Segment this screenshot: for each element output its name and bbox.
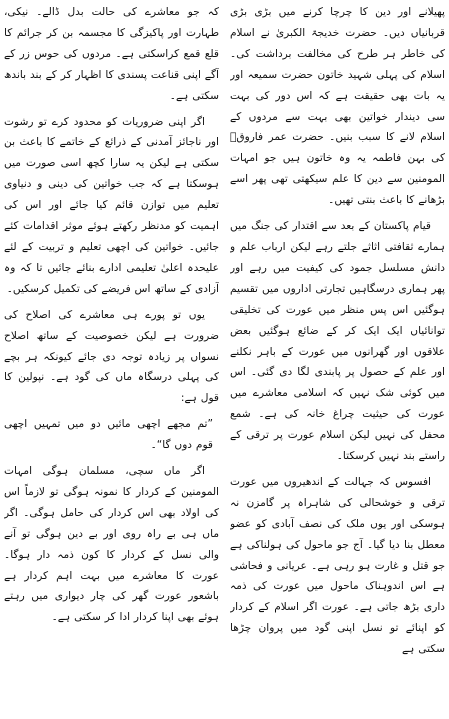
paragraph-left-2: اگر اپنی ضروریات کو محدود کرے تو رشوت اور ناجائز آمدنی کے ذرائع کے خاتمے کا باعث بن سکتی ہے لیکن یہ سارا کچھ اسی صورت میں ہوسکتا ہے کہ جب خواتین کی دینی و دنیاوی تعلیم میں توازن قائم کیا جائے اور اس کی اہمیت کو مدنظر رکھتے ہوئے موثر اقدامات کئے جائیں۔ خواتین کی اچھی تعلیم و تربیت کے لئے علیحدہ اعلیٰ تعلیمی ادارے بنائے جائیں تا کہ وہ آزادی کے ساتھ اس فریضے کی تکمیل کرسکیں۔	[4, 115, 219, 295]
right-column	[230, 2, 445, 717]
paragraph-left-5: اگر ماں سچی، مسلمان ہوگی امہات المومنین کے کردار کا نمونہ ہوگی تو لازماً اس کی اولاد بھی اس کردار کی حامل ہوگی۔ اگر ماں ہی بے راہ روی اور بے دین ہوگی تو آنے والی نسل کے کردار کا کون ذمہ دار ہوگا۔ عورت کا معاشرے میں بہت اہم کردار ہے باشعور عورت گھر کی چار دیواری میں رہتے ہوئے بھی اپنا کردار ادا کر سکتی ہے۔	[4, 465, 219, 624]
paragraph-right-2: قیام پاکستان کے بعد سے اقتدار کی جنگ میں ہمارے ثقافتی اثاثے جلتے رہے لیکن ارباب علم و دانش مسلسل جمود کی کیفیت میں رہے اور پھر ہماری درسگاہیں تجارتی اداروں میں تقسیم ہوگئیں اس پس منظر میں عورت کی تخلیقی توانائیاں ایک ایک کر کے ضائع ہوگئیں بعض علاقوں اور گھرانوں میں عورت کے باہر نکلنے اور علم کے حصول پر پابندی لگا دی گئی۔ اس میں کوئی شک نہیں کہ اسلامی معاشرے میں عورت کی حیثیت چراغ خانہ کی ہے۔ شمع محفل کی نہیں لیکن اسلام عورت پر ترقی کے راستے بند نہیں کرسکتا۔	[230, 220, 445, 463]
napoleon-quote: ”تم مجھے اچھی مائیں دو میں تمہیں اچھی قوم دوں گا“۔	[4, 418, 213, 452]
paragraph-left-1: کہ جو معاشرے کی حالت بدل ڈالے۔ نیکی، طہارت اور پاکیزگی کا مجسمہ بن کر جرائم کا قلع قمع کراسکتی ہے۔ مردوں کی حوس زر کے آگے اپنی قناعت پسندی کا اظہار کر کے بند باندھ سکتی ہے۔	[4, 6, 219, 102]
paragraph-left-3: یوں تو پورے ہی معاشرے کی اصلاح کی ضرورت ہے لیکن خصوصیت کے ساتھ اصلاح نسواں پر زیادہ توجہ دی جائے کیونکہ ہر بچے کی پہلی درسگاہ ماں کی گود ہے۔ نپولین کا قول ہے:	[4, 308, 219, 405]
paragraph-right-3: افسوس کہ جہالت کے اندھیروں میں عورت ترقی و خوشحالی کی شاہراہ پر گامزن نہ ہوسکی اور یوں ملک کی نصف آبادی کو عضو معطل بنا دیا گیا۔ آج جو ماحول کی ہولناکی ہے جو قتل و غارت ہو رہی ہے۔ عریانی و فحاشی ہے اس اندوہناک ماحول میں عورت کی ذمہ داری بڑھ جاتی ہے۔ عورت اگر اسلام کے کردار کو اپنائے تو نسل اپنی گود میں پروان چڑھا سکتی ہے	[230, 475, 445, 656]
paragraph-right-1: پھیلانے اور دین کا چرچا کرنے میں بڑی بڑی قربانیاں دیں۔ حضرت خدیجۃ الکبریٰ نے اسلام کی خاطر ہر طرح کی مخالفت برداشت کی۔ اسلام کی پہلی شہید خاتون حضرت سمیعہ اور یہ بات بھی حقیقت ہے کہ اس دور کی بہت سی دیندار خواتین بھی بہت سے مردوں کے اسلام لانے کا سبب بنیں۔ حضرت عمر فاروقؓ کی بہن فاطمہ یہ وہ خاتون ہیں جو امہات المومنین سے دین کا علم سیکھتی تھی پھر اسے بڑھانے کا باعث بنتی تھیں۔	[230, 6, 445, 207]
left-column	[4, 2, 219, 717]
